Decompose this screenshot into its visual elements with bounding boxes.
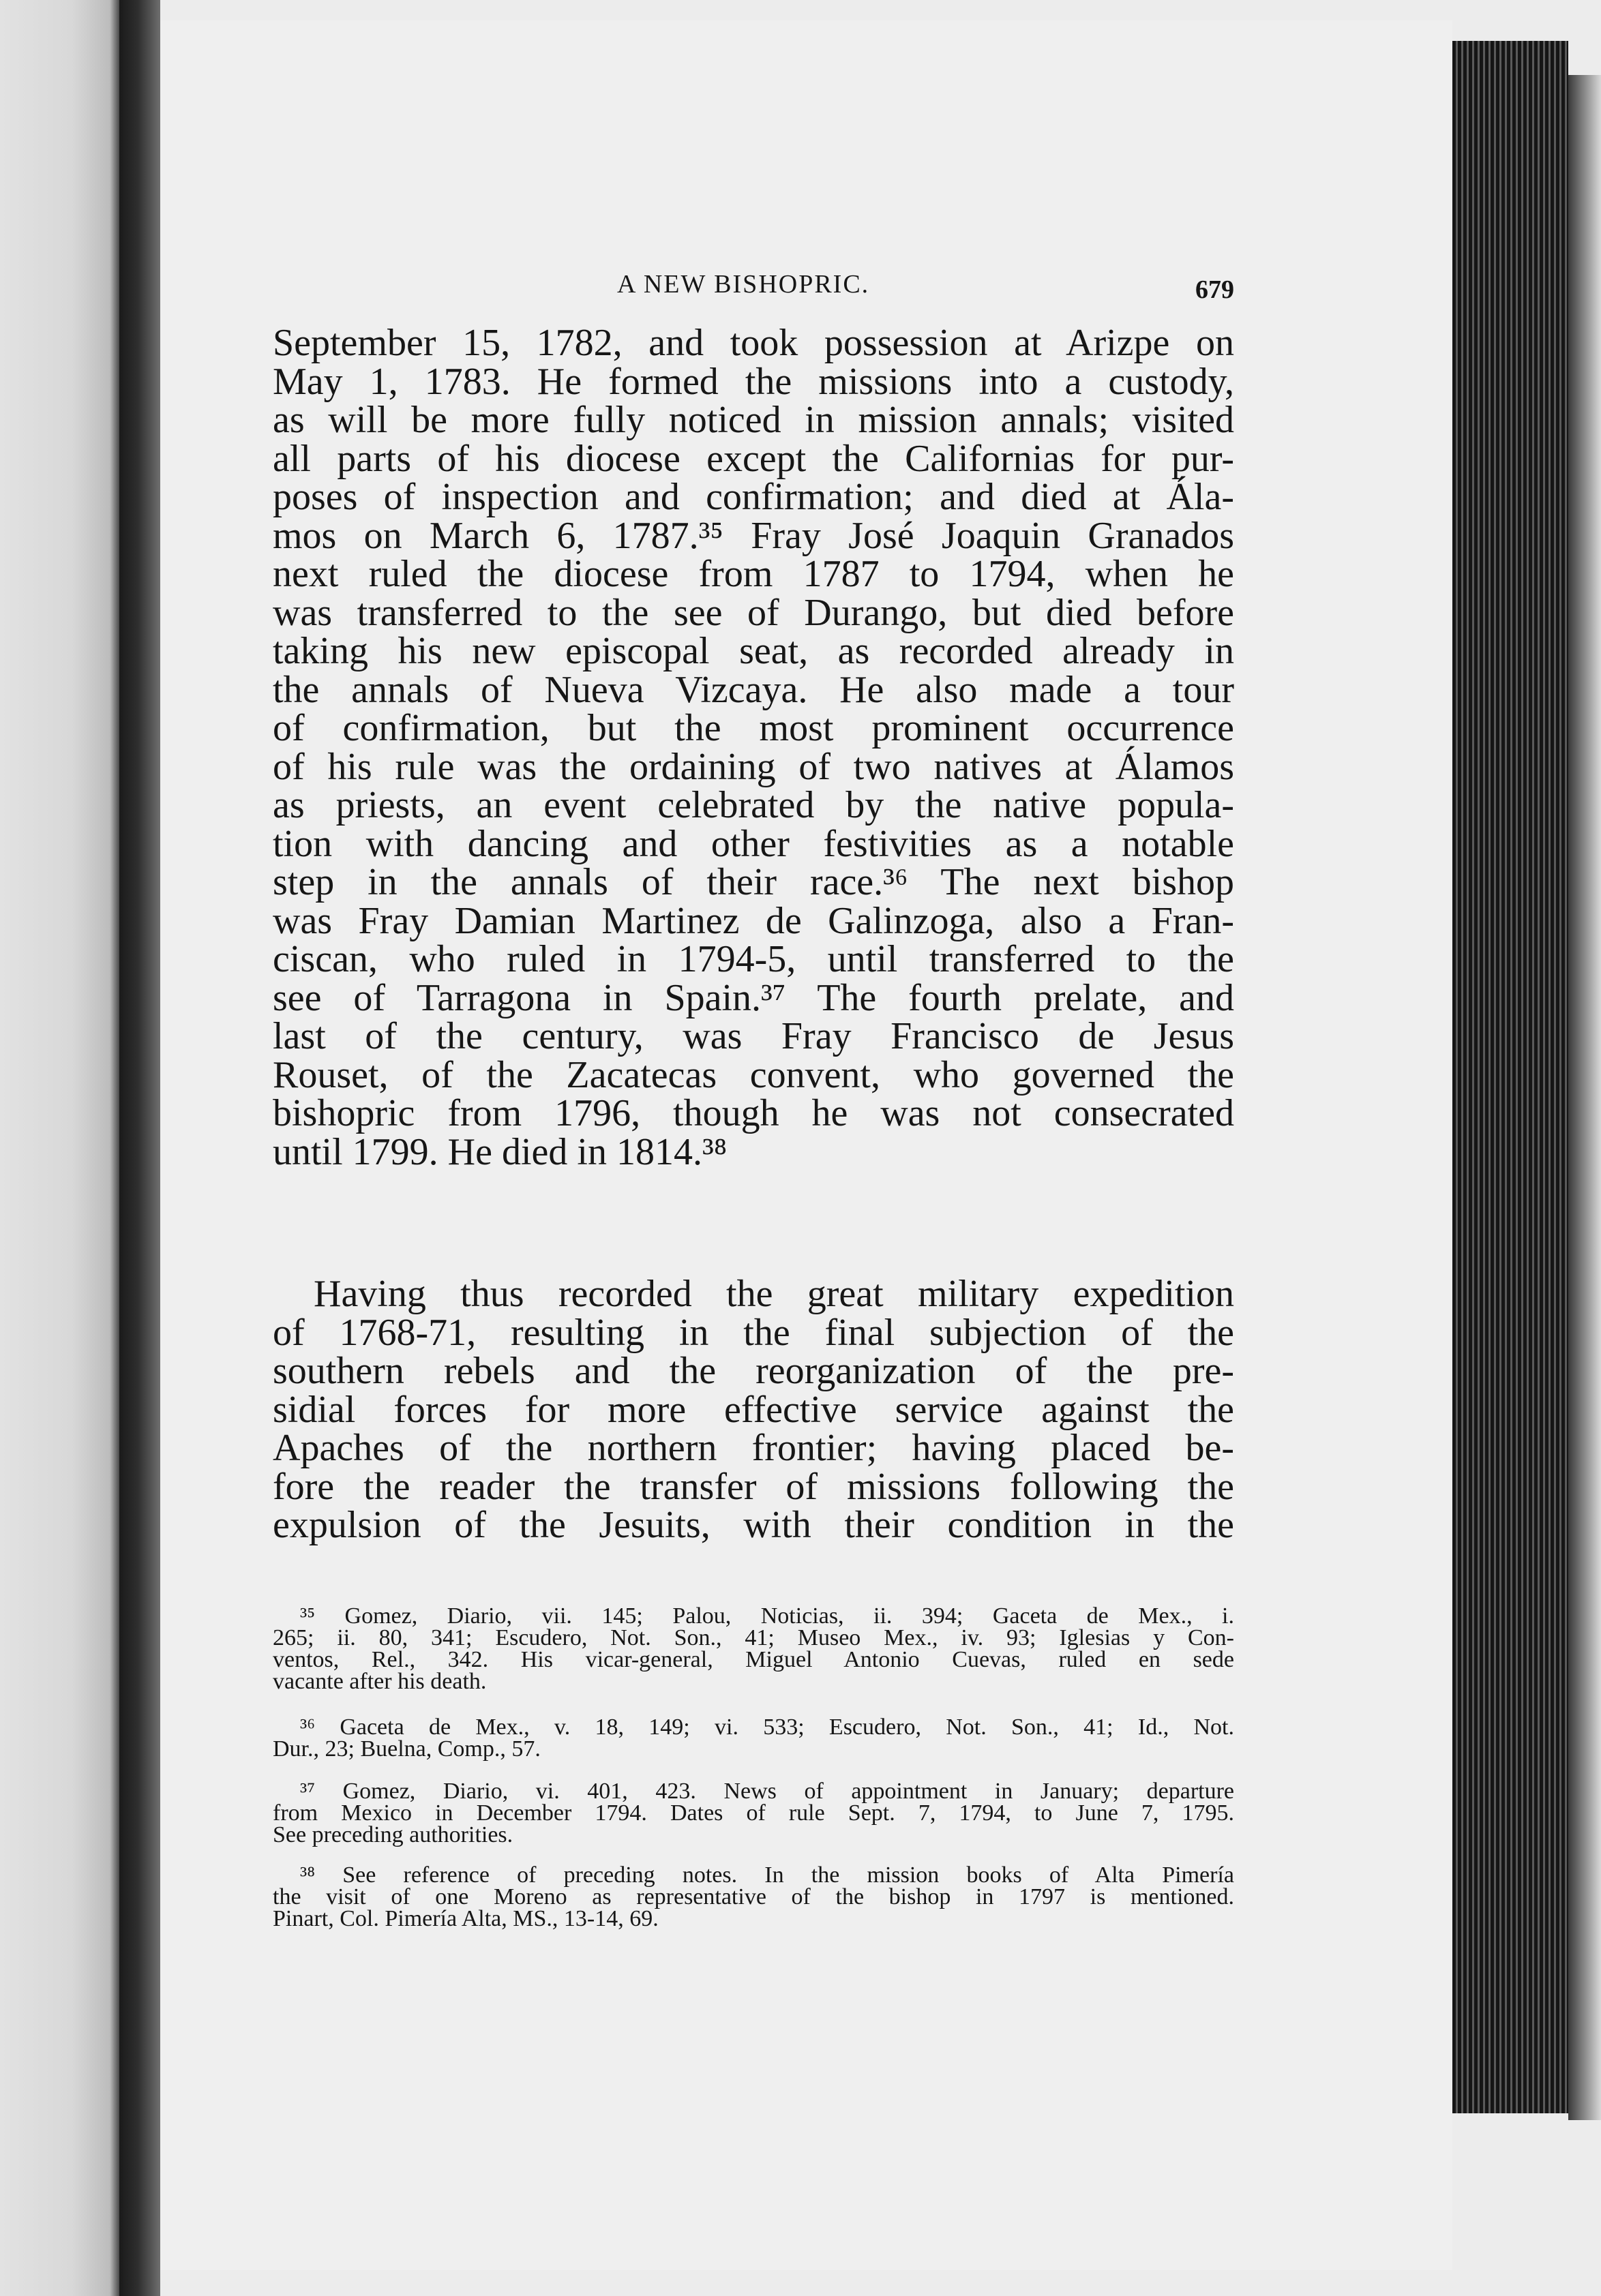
footnote-line: 265; ii. 80, 341; Escudero, Not. Son., 41; Museo Mex., iv. 93; Iglesias y Con- [273,1625,1234,1650]
text-line: tion with dancing and other festivities as a notable [273,822,1234,865]
text-line: as will be more fully noticed in mission annals; visited [273,399,1234,441]
text-line: last of the century, was Fray Francisco de Jesus [273,1015,1234,1057]
footnote-line: Dur., 23; Buelna, Comp., 57. [273,1736,541,1762]
text-line: Apaches of the northern frontier; having placed be- [273,1427,1234,1469]
text-line: southern rebels and the reorganization of the pre- [273,1350,1234,1392]
text-line: next ruled the diocese from 1787 to 1794, when he [273,553,1234,595]
text-line: poses of inspection and confirmation; and died at Ála- [273,476,1234,518]
footnote-line: ³⁶ Gaceta de Mex., v. 18, 149; vi. 533; Escudero, Not. Son., 41; Id., Not. [300,1715,1234,1740]
footnote-line: ³⁷ Gomez, Diario, vi. 401, 423. News of appointment in January; departure [300,1779,1234,1804]
text-line: see of Tarragona in Spain.³⁷ The fourth prelate, and [273,976,1234,1019]
text-line: was Fray Damian Martinez de Galinzoga, also a Fran- [273,899,1234,942]
text-line: taking his new episcopal seat, as recorded already in [273,630,1234,672]
text-line: until 1799. He died in 1814.³⁸ [273,1130,728,1173]
page-stack-edge [1452,41,1568,2113]
text-line: all parts of his diocese except the Californias for pur- [273,437,1234,480]
text-line: the annals of Nueva Vizcaya. He also made a tour [273,668,1234,711]
footnote-line: the visit of one Moreno as representative of the bishop in 1797 is mentioned. [273,1884,1234,1909]
text-line: of his rule was the ordaining of two natives at Álamos [273,745,1234,788]
footnote-35 [273,1605,1234,1693]
footnote-37 [273,1781,1234,1846]
text-line: of confirmation, but the most prominent occurrence [273,707,1234,749]
text-line: as priests, an event celebrated by the native popula- [273,784,1234,826]
left-facing-page-edge [0,0,119,2296]
footnote-line: See preceding authorities. [273,1822,513,1847]
text-line: September 15, 1782, and took possession at Arizpe on [273,322,1234,364]
book-cover-edge [1568,75,1601,2120]
footnote-line: ³⁸ See reference of preceding notes. In the mission books of Alta Pimería [300,1862,1234,1888]
footnote-line: Pinart, Col. Pimería Alta, MS., 13-14, 69. [273,1906,659,1931]
footnote-line: ³⁵ Gomez, Diario, vii. 145; Palou, Noticias, ii. 394; Gaceta de Mex., i. [300,1603,1234,1629]
text-line: Rouset, of the Zacatecas convent, who governed the [273,1053,1234,1096]
text-line: May 1, 1783. He formed the missions into a custody, [273,360,1234,403]
footnote-38 [273,1864,1234,1930]
page-number: 679 [1195,275,1234,304]
text-line: was transferred to the see of Durango, but died before [273,591,1234,634]
body-paragraph-2 [273,1275,1234,1545]
footnote-line: from Mexico in December 1794. Dates of rule Sept. 7, 1794, to June 7, 1795. [273,1800,1234,1826]
book-gutter [119,0,160,2296]
footnote-line: ventos, Rel., 342. His vicar-general, Miguel Antonio Cuevas, ruled en sede [273,1647,1234,1672]
footnote-36 [273,1717,1234,1760]
text-line: expulsion of the Jesuits, with their condition in the [273,1504,1234,1546]
text-line: sidial forces for more effective service against the [273,1388,1234,1431]
text-line: of 1768-71, resulting in the final subjection of the [273,1311,1234,1354]
running-head: A NEW BISHOPRIC. [617,270,870,299]
text-line: mos on March 6, 1787.³⁵ Fray José Joaquin Granados [273,514,1234,557]
text-line: fore the reader the transfer of missions following the [273,1465,1234,1508]
body-paragraph-1 [273,324,1234,1171]
text-line: ciscan, who ruled in 1794-5, until transferred to the [273,938,1234,980]
footnote-line: vacante after his death. [273,1669,487,1694]
text-line: Having thus recorded the great military expedition [314,1273,1234,1315]
text-line: step in the annals of their race.³⁶ The next bishop [273,861,1234,903]
page-header [273,269,1234,310]
text-line: bishopric from 1796, though he was not consecrated [273,1092,1234,1134]
